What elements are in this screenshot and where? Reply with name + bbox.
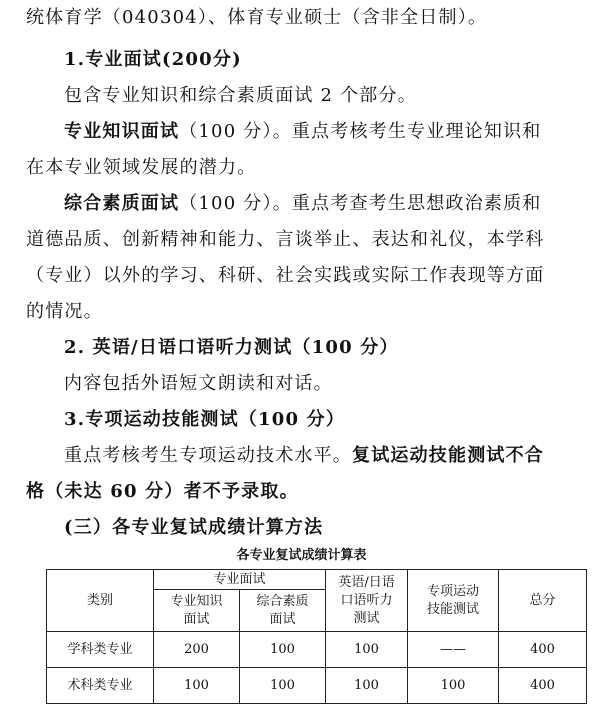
paragraph-line: （专业）以外的学习、科研、社会实践或实际工作表现等方面 [26, 265, 545, 286]
row-category: 学科类专业 [47, 632, 154, 668]
header-text: 专项运动 [427, 583, 480, 599]
term-comprehensive-quality: 综合素质面试 [64, 193, 180, 214]
section-heading-score-method: (三）各专业复试成绩计算方法 [64, 517, 324, 538]
header-text: 测试 [353, 610, 380, 626]
header-text: 英语/日语 [338, 574, 395, 590]
cell-oral: 100 [326, 668, 408, 704]
emphasis-line: 格（未达 60 分）者不予录取。 [26, 481, 299, 502]
term-professional-knowledge: 专业知识面试 [64, 121, 180, 142]
paragraph-line: 统体育学（040304）、体育专业硕士（含非全日制）。 [26, 7, 488, 28]
paragraph-line [64, 444, 603, 468]
section-1-heading: 1.专业面试(200分) [64, 49, 242, 70]
cell-oral: 100 [326, 632, 408, 668]
header-interview-knowledge [154, 590, 240, 632]
cell-sport: —— [408, 632, 499, 668]
row-category: 术科类专业 [47, 668, 154, 704]
header-interview-group: 专业面试 [154, 570, 326, 590]
table-row [47, 632, 587, 668]
header-text: 面试 [269, 611, 296, 627]
header-text: 口语听力 [340, 592, 393, 608]
header-oral-test [326, 570, 408, 632]
header-category: 类别 [47, 570, 154, 632]
header-text: 专业知识 [170, 593, 223, 609]
paragraph-text: （100 分）。重点考核考生专业理论知识和 [179, 121, 542, 142]
header-text: 技能测试 [427, 601, 480, 617]
header-interview-quality [240, 590, 326, 632]
paragraph-text: 重点考核考生专项运动技术水平。 [64, 445, 352, 466]
section-2-heading: 2. 英语/日语口语听力测试（100 分） [64, 337, 399, 358]
header-text: 综合素质 [256, 593, 309, 609]
paragraph-line: 在本专业领域发展的潜力。 [26, 157, 257, 178]
paragraph-line: 的情况。 [26, 301, 103, 322]
header-total: 总分 [499, 570, 587, 632]
table-row [47, 668, 587, 704]
paragraph-line [64, 120, 603, 144]
paragraph-text: （100 分）。重点考查考生思想政治素质和 [179, 193, 542, 214]
cell-quality: 100 [240, 668, 326, 704]
paragraph-line: 内容包括外语短文朗读和对话。 [64, 373, 333, 394]
cell-knowledge: 100 [154, 668, 240, 704]
cell-quality: 100 [240, 632, 326, 668]
header-text: 面试 [183, 611, 210, 627]
emphasis-text: 复试运动技能测试不合 [352, 445, 544, 466]
cell-total: 400 [499, 668, 587, 704]
paragraph-line [64, 192, 603, 216]
cell-sport: 100 [408, 668, 499, 704]
cell-knowledge: 200 [154, 632, 240, 668]
score-table [46, 569, 587, 704]
paragraph-line: 包含专业知识和综合素质面试 2 个部分。 [64, 85, 417, 106]
table-caption: 各专业复试成绩计算表 [236, 548, 367, 563]
paragraph-line: 道德品质、创新精神和能力、言谈举止、表达和礼仪，本学科 [26, 229, 545, 250]
header-sport-test [408, 570, 499, 632]
section-3-heading: 3.专项运动技能测试（100 分） [64, 409, 346, 430]
cell-total: 400 [499, 632, 587, 668]
